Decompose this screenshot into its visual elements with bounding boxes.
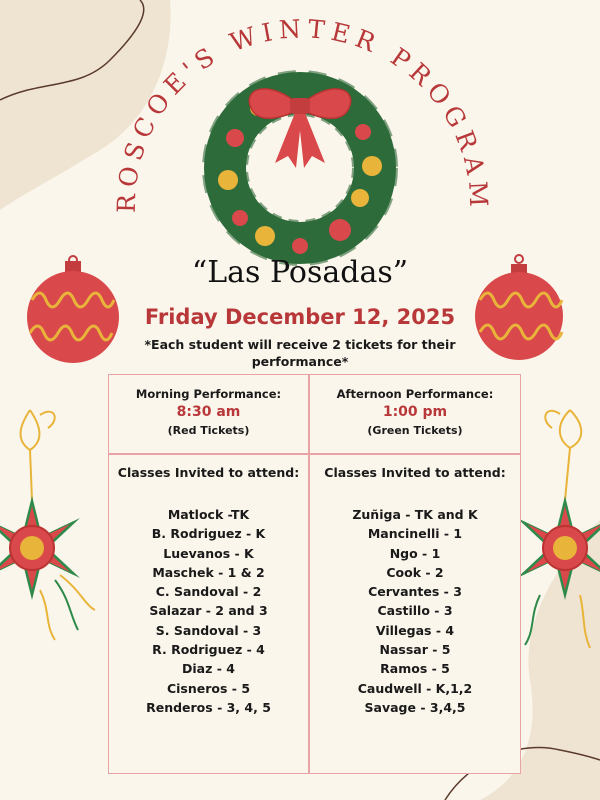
list-item: Zuñiga - TK and K — [352, 507, 478, 522]
list-item: Maschek - 1 & 2 — [152, 564, 265, 580]
morning-tickets: (Red Tickets) — [167, 424, 250, 437]
list-item: Castillo - 3 — [377, 603, 453, 619]
list-item: Cook - 2 — [386, 564, 444, 580]
list-item: S. Sandoval - 3 — [155, 622, 262, 638]
morning-column — [109, 375, 308, 715]
event-subtitle: “Las Posadas” — [191, 255, 409, 290]
list-item: R. Rodriguez - 4 — [152, 642, 265, 658]
schedule-table — [108, 374, 521, 774]
list-item: B. Rodriguez - K — [151, 526, 266, 542]
afternoon-column — [310, 375, 520, 715]
ticket-note: *Each student will receive 2 tickets for their performance* — [144, 337, 456, 369]
list-item: Renderos - 3, 4, 5 — [146, 699, 271, 715]
list-item: Savage - 3,4,5 — [364, 699, 466, 715]
list-item: Caudwell - K,1,2 — [357, 680, 473, 696]
wreath-icon — [200, 68, 410, 268]
list-item: Luevanos - K — [163, 545, 254, 561]
list-item: Villegas - 4 — [375, 622, 455, 638]
morning-label: Morning Performance: — [135, 387, 282, 401]
morning-invited-label: Classes Invited to attend: — [117, 465, 300, 480]
afternoon-time: 1:00 pm — [382, 404, 448, 420]
list-item: Ramos - 5 — [380, 661, 450, 677]
afternoon-label: Afternoon Performance: — [336, 387, 494, 401]
event-date: Friday December 12, 2025 — [144, 305, 456, 329]
list-item: Ngo - 1 — [389, 545, 441, 561]
list-item: Mancinelli - 1 — [367, 526, 463, 542]
afternoon-tickets: (Green Tickets) — [367, 424, 463, 437]
morning-class-list — [109, 505, 308, 717]
list-item: Matlock -TK — [167, 507, 250, 522]
table-divider — [109, 453, 520, 455]
pinata-icon — [0, 400, 110, 650]
list-item: Salazar - 2 and 3 — [149, 603, 268, 619]
list-item: Diaz - 4 — [182, 661, 235, 677]
list-item: C. Sandoval - 2 — [155, 584, 262, 600]
page-title: ROSCOE'S WINTER PROGRAM — [111, 14, 494, 214]
afternoon-class-list — [310, 505, 520, 717]
list-item: Nassar - 5 — [379, 642, 451, 658]
list-item: Cisneros - 5 — [166, 680, 251, 696]
afternoon-invited-label: Classes Invited to attend: — [324, 465, 506, 480]
morning-time: 8:30 am — [176, 404, 241, 420]
list-item: Cervantes - 3 — [368, 584, 462, 600]
